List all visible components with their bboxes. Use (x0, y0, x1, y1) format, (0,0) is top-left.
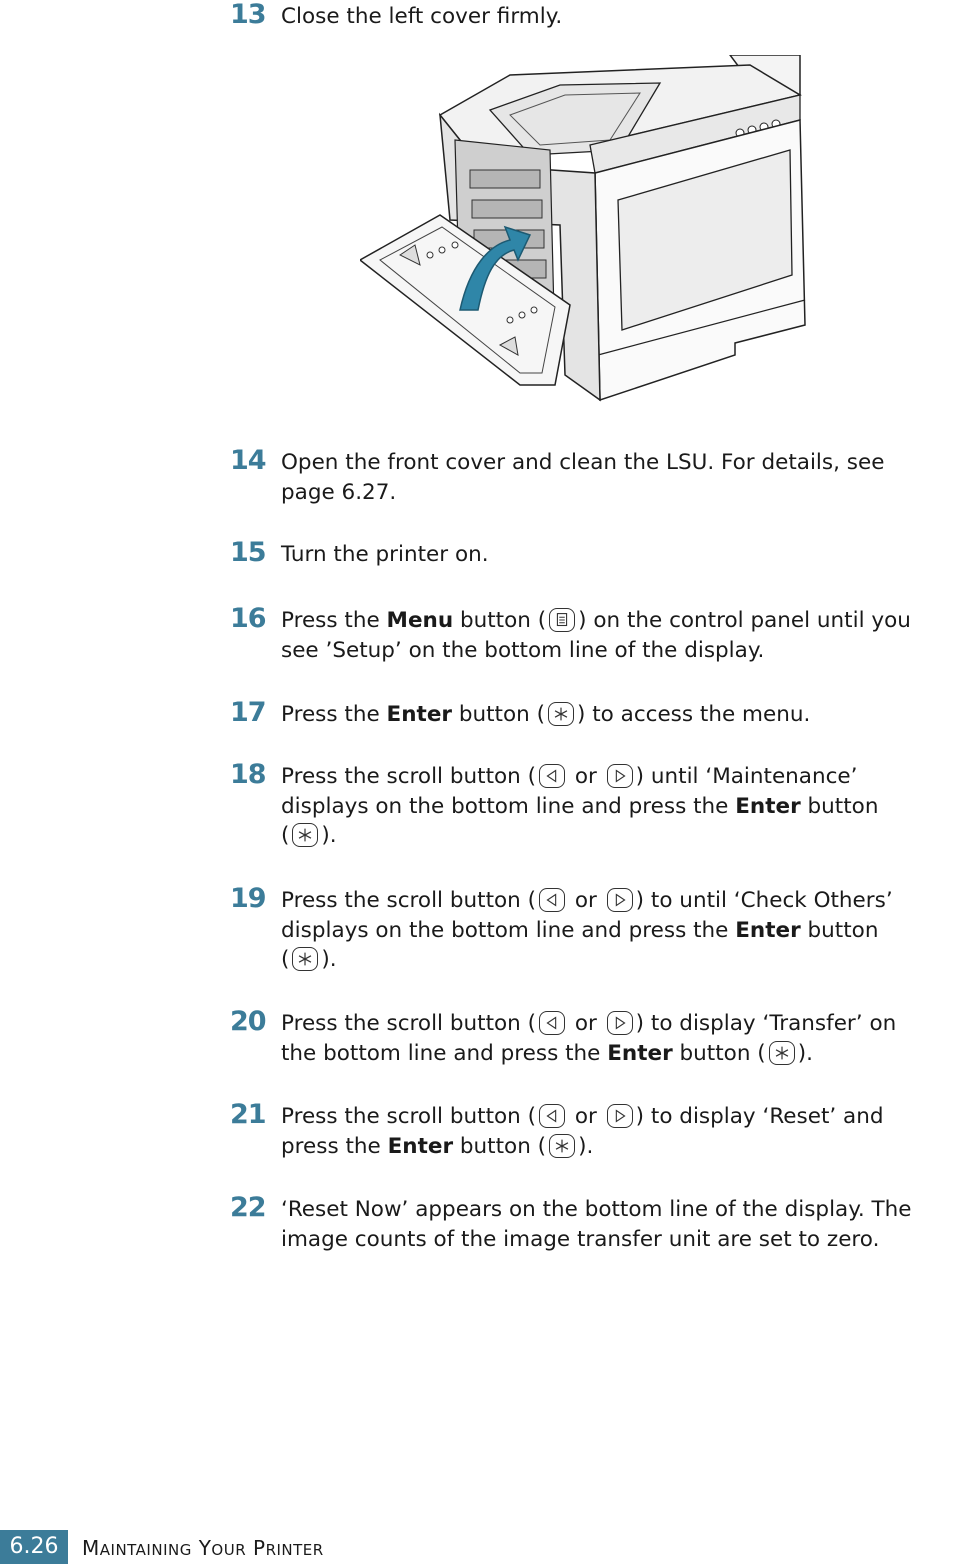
step-number: 16 (230, 603, 266, 634)
step-fragment: ). (578, 1133, 594, 1159)
step-fragment: ( (281, 823, 290, 848)
step-number: 13 (230, 0, 266, 30)
step-line: Open the front cover and clean the LSU. For details, see (281, 450, 885, 475)
step-line: see ’Setup’ on the bottom line of the display. (281, 637, 765, 663)
scroll-left-icon (539, 764, 565, 788)
page-number (0, 1530, 68, 1564)
running-footer-title (82, 1536, 324, 1560)
enter-button-icon (292, 947, 318, 971)
page-chapter: 6. (9, 1534, 31, 1559)
step-text (281, 762, 953, 851)
scroll-left-icon (539, 1011, 565, 1035)
step-fragment: displays on the bottom line and press the (281, 793, 736, 819)
step-fragment: ) to display ‘Transfer’ on (635, 1011, 897, 1036)
step-fragment: or (568, 888, 604, 913)
step-text (281, 448, 953, 507)
step-text (281, 700, 953, 730)
step-text (281, 1102, 953, 1161)
enter-button-icon (769, 1041, 795, 1065)
step-fragment: ( (281, 947, 290, 972)
step-fragment: button ( (453, 608, 547, 633)
step-number: 19 (230, 883, 266, 914)
title-initial: P (253, 1536, 266, 1560)
step-fragment: ) to access the menu. (577, 702, 811, 727)
step-fragment: displays on the bottom line and press the (281, 917, 736, 943)
step-fragment: or (568, 1011, 604, 1036)
step-fragment: Press the (281, 702, 387, 727)
step-fragment: Press the scroll button ( (281, 764, 536, 789)
scroll-right-icon (607, 1104, 633, 1128)
step-fragment: or (568, 764, 604, 789)
step-number: 15 (230, 537, 266, 568)
step-text (281, 1195, 953, 1254)
step-fragment: button ( (452, 702, 545, 727)
step-fragment: the bottom line and press the (281, 1040, 608, 1066)
page-index: 26 (30, 1534, 59, 1559)
enter-keyword: Enter (735, 917, 801, 943)
step-text: Close the left cover firmly. (281, 4, 563, 29)
enter-button-icon (549, 1134, 575, 1158)
step-fragment: Press the scroll button ( (281, 1104, 536, 1129)
title-rest: OUR (211, 1541, 247, 1559)
step-fragment: or (568, 1104, 604, 1129)
printer-illustration (360, 55, 810, 405)
step-fragment: ). (321, 947, 337, 972)
step-fragment: button ( (672, 1040, 766, 1066)
scroll-left-icon (539, 1104, 565, 1128)
step-line: image counts of the image transfer unit are set to zero. (281, 1226, 880, 1252)
step-fragment: press the (281, 1133, 388, 1159)
scroll-right-icon (607, 1011, 633, 1035)
scroll-right-icon (607, 764, 633, 788)
step-fragment: ). (797, 1040, 813, 1066)
step-number: 20 (230, 1006, 266, 1037)
step-fragment: Press the scroll button ( (281, 888, 536, 913)
step-text: Turn the printer on. (281, 542, 489, 567)
enter-keyword: Enter (735, 793, 801, 819)
step-fragment: button ( (453, 1133, 547, 1159)
step-fragment: ) until ‘Maintenance’ (635, 764, 858, 789)
step-number: 17 (230, 697, 266, 728)
scroll-left-icon (539, 888, 565, 912)
step-line: ‘Reset Now’ appears on the bottom line of the display. The (281, 1197, 912, 1222)
step-line: page 6.27. (281, 479, 397, 505)
step-number: 22 (230, 1192, 266, 1223)
enter-keyword: Enter (607, 1040, 673, 1066)
enter-button-icon (292, 823, 318, 847)
step-fragment: button (800, 793, 879, 819)
step-number: 21 (230, 1099, 266, 1130)
step-text (281, 606, 953, 665)
title-initial: Y (198, 1536, 212, 1560)
step-fragment: ) to until ‘Check Others’ (635, 888, 893, 913)
step-fragment: button (800, 917, 879, 943)
enter-button-icon (548, 702, 574, 726)
menu-button-icon (549, 608, 575, 632)
title-rest: AINTAINING (99, 1541, 192, 1559)
menu-keyword: Menu (386, 608, 454, 633)
step-fragment: Press the (281, 608, 387, 633)
enter-keyword: Enter (386, 702, 453, 727)
step-fragment: ) to display ‘Reset’ and (635, 1104, 884, 1129)
step-number: 14 (230, 445, 266, 476)
title-rest: RINTER (265, 1541, 324, 1559)
title-initial: M (82, 1536, 100, 1560)
step-number: 18 (230, 759, 266, 790)
step-fragment: Press the scroll button ( (281, 1011, 536, 1036)
step-fragment: ) on the control panel until you (578, 608, 911, 633)
step-text (281, 886, 953, 975)
step-text (281, 1009, 953, 1068)
step-fragment: ). (321, 823, 337, 848)
scroll-right-icon (607, 888, 633, 912)
enter-keyword: Enter (387, 1133, 454, 1159)
